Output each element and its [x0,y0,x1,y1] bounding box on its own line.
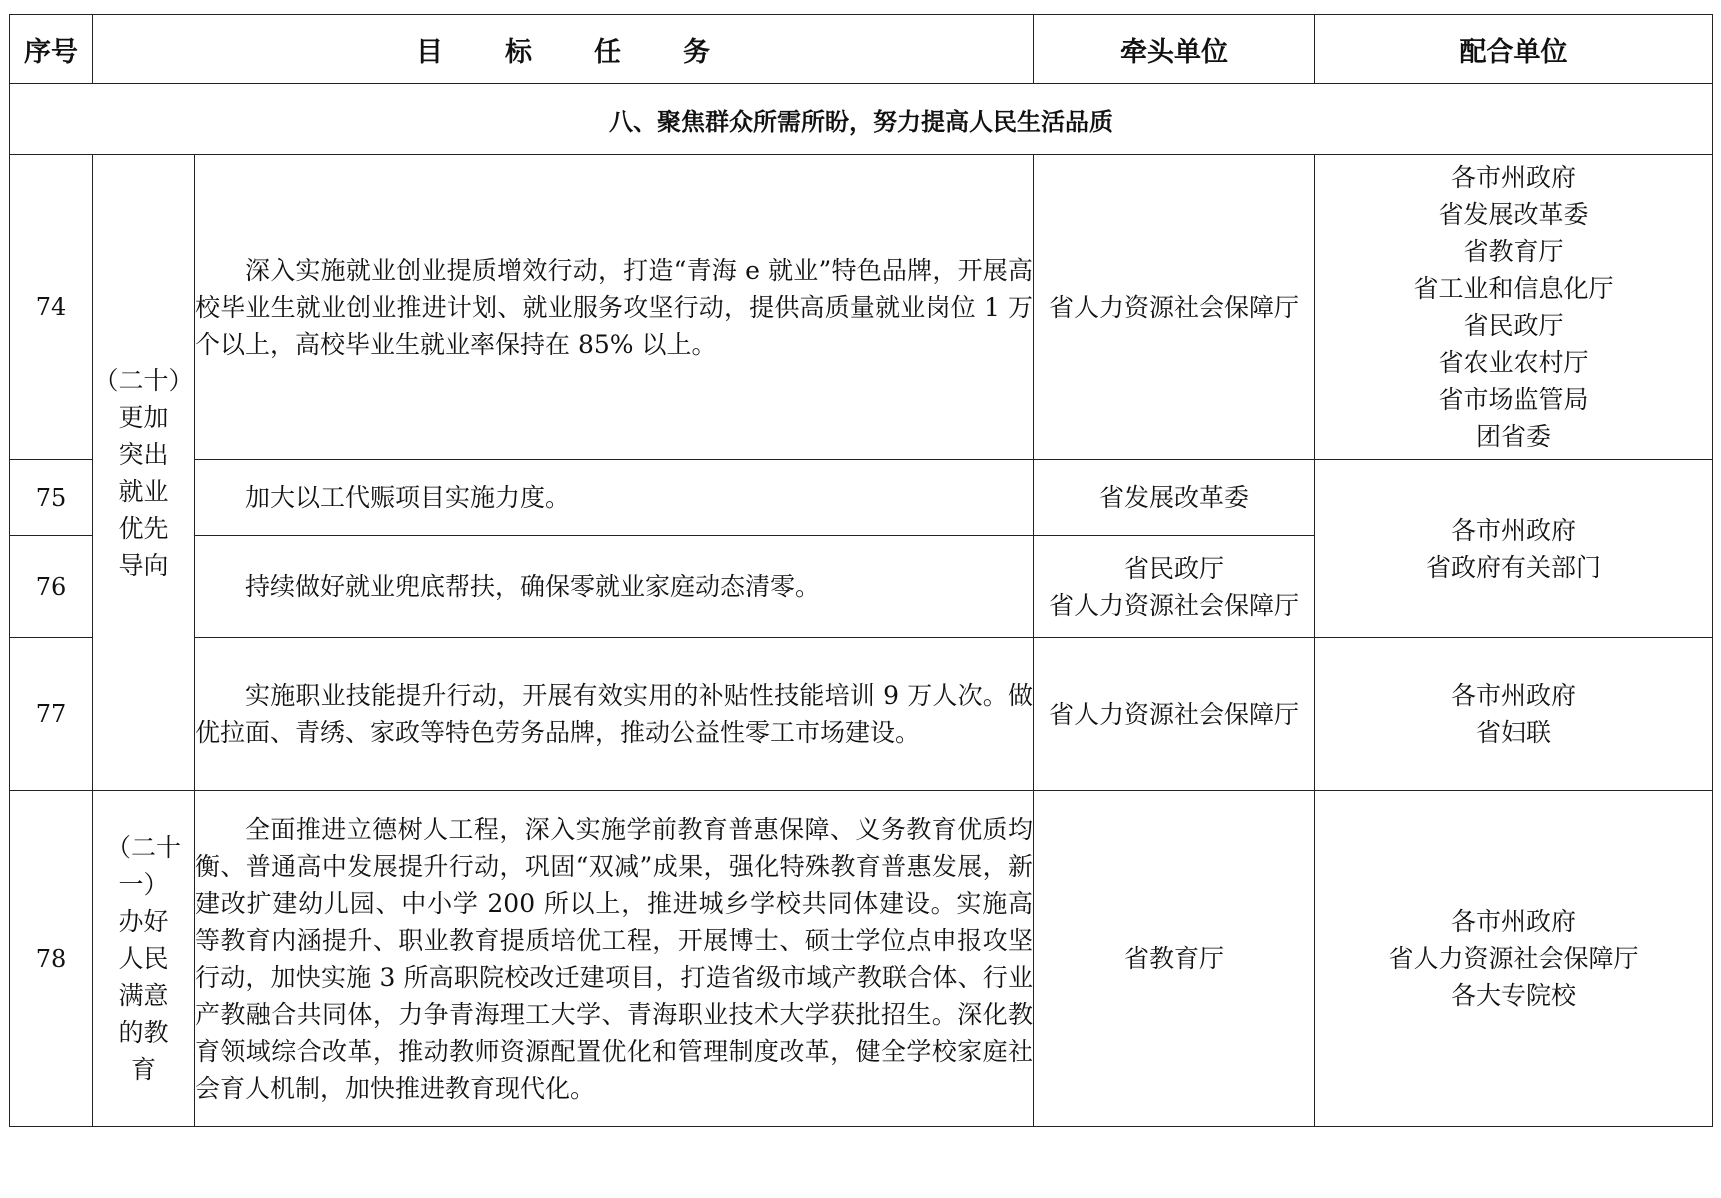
lead-unit: 省发展改革委 [1098,483,1249,512]
section-row [10,84,1713,155]
coop-unit: 各市州政府 [1450,907,1576,936]
row-number: 75 [10,460,93,536]
coop-unit-cell [1315,155,1713,460]
row-number: 74 [10,155,93,460]
task-table [9,14,1713,1127]
coop-unit: 省农业农村厅 [1438,348,1589,377]
header-seq: 序号 [10,15,93,84]
coop-unit-cell [1315,460,1713,638]
table-row [10,155,1713,460]
coop-unit: 省教育厅 [1463,237,1564,266]
lead-unit: 省教育厅 [1123,944,1224,973]
category-line: 就业 [118,476,169,506]
coop-unit: 省市场监管局 [1438,385,1589,414]
category-cell [93,791,195,1127]
coop-unit: 省人力资源社会保障厅 [1388,944,1639,973]
header-task-label: 目标任务 [416,36,772,68]
table-row [10,460,1713,536]
lead-unit: 省人力资源社会保障厅 [1048,699,1299,729]
lead-unit-cell [1034,791,1315,1127]
task-cell [195,536,1034,638]
lead-unit-cell [1034,638,1315,791]
header-row [10,15,1713,84]
category-line: 办好 [118,907,169,936]
category-line: 育 [130,1055,156,1084]
task-text: 实施职业技能提升行动，开展有效实用的补贴性技能培训 9 万人次。做优拉面、青绣、家政等特色劳务品牌，推动公益性零工市场建设。 [195,681,1033,747]
coop-unit: 省发展改革委 [1438,200,1589,229]
task-cell [195,791,1034,1127]
task-cell [195,460,1034,536]
lead-unit-cell [1034,536,1315,638]
header-lead: 牵头单位 [1034,15,1315,84]
lead-unit: 省人力资源社会保障厅 [1048,590,1299,620]
lead-unit: 省民政厅 [1123,553,1224,583]
header-task [93,15,1034,84]
header-coop: 配合单位 [1315,15,1713,84]
task-text: 深入实施就业创业提质增效行动，打造“青海 e 就业”特色品牌，开展高校毕业生就业创业推进计划、就业服务攻坚行动，提供高质量就业岗位 1 万个以上，高校毕业生就业率保持在 85% 以上。 [195,255,1033,359]
task-cell [195,638,1034,791]
row-number: 77 [10,638,93,791]
coop-unit-cell [1315,638,1713,791]
task-cell [195,155,1034,460]
document-page [9,14,1712,1127]
task-text: 持续做好就业兜底帮扶，确保零就业家庭动态清零。 [245,572,821,601]
coop-unit: 省民政厅 [1463,311,1564,340]
category-line: 满意 [118,981,169,1010]
coop-unit: 省工业和信息化厅 [1413,274,1614,303]
table-row [10,791,1713,1127]
category-line: 的教 [118,1018,169,1047]
coop-unit: 各大专院校 [1450,981,1576,1010]
section-title: 八、聚焦群众所需所盼，努力提高人民生活品质 [10,84,1713,155]
coop-unit: 各市州政府 [1450,163,1576,192]
lead-unit-cell [1034,460,1315,536]
category-line: 导向 [118,550,169,580]
category-line: 更加 [118,402,169,432]
lead-unit-cell [1034,155,1315,460]
category-line: 人民 [118,944,169,973]
task-text: 全面推进立德树人工程，深入实施学前教育普惠保障、义务教育优质均衡、普通高中发展提升行动，巩固“双减”成果，强化特殊教育普惠发展，新建改扩建幼儿园、中小学 200 所以上，推进城乡学校共同体建设。实施高等教育内涵提升、职业教育提质培优工程，开展博士、硕士学位点申报攻坚行动，加快实施 3 所高职院校改迁建项目，打造省级市域产教联合体、行业产教融合共同体，力争青海理工大学、青海职业技术大学获批招生。深化教育领域综合改革，推动教师资源配置优化和管理制度改革，健全学校家庭社会育人机制，加快推进教育现代化。 [195,814,1033,1103]
coop-unit: 各市州政府 [1450,515,1576,545]
category-line: （二十一） [105,833,181,899]
category-line: 突出 [118,439,169,469]
task-text: 加大以工代赈项目实施力度。 [245,483,571,512]
coop-unit-cell [1315,791,1713,1127]
category-line: （二十） [93,365,194,395]
coop-unit: 团省委 [1475,422,1551,451]
category-line: 优先 [118,513,169,543]
table-row [10,638,1713,791]
coop-unit: 各市州政府 [1450,681,1576,710]
coop-unit: 省政府有关部门 [1425,552,1601,582]
row-number: 76 [10,536,93,638]
coop-unit: 省妇联 [1475,718,1551,747]
row-number: 78 [10,791,93,1127]
lead-unit: 省人力资源社会保障厅 [1048,292,1299,322]
category-cell [93,155,195,791]
